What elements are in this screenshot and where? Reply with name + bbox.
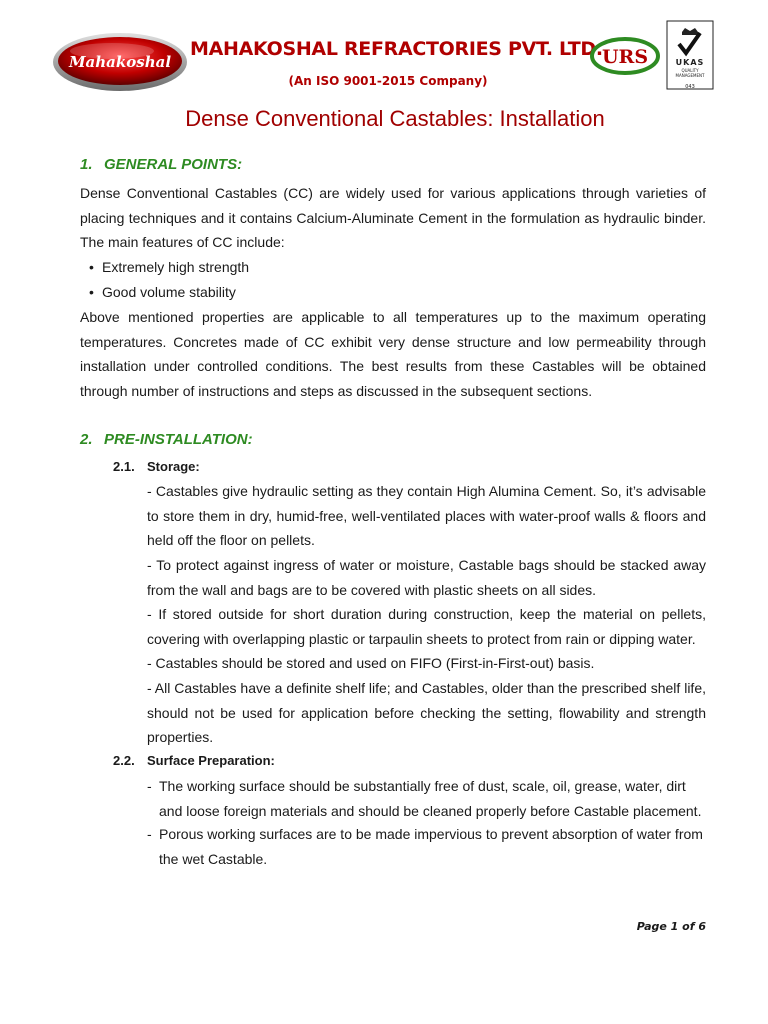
urs-text: URS <box>601 46 649 68</box>
bullet-dot-icon: • <box>89 259 94 275</box>
section-1-heading <box>80 156 242 173</box>
storage-paragraph: - Castables give hydraulic setting as they contain High Alumina Cement. So, it’s advisable to store them in dry, humid-free, well-ventilated places with water-proof walls & floors and held off the floor on pellets. <box>147 483 706 549</box>
storage-paragraph: - If stored outside for short duration during construction, keep the material on pellets, covering with overlapping plastic or tarpaulin sheets to protect from rain or dipping water. <box>147 606 706 647</box>
page-number: Page 1 of 6 <box>636 920 706 933</box>
ukas-sub2: MANAGEMENT <box>675 73 705 78</box>
storage-paragraph: - To protect against ingress of water or moisture, Castable bags should be stacked away from the wall and bags are to be covered with plastic sheets on all sides. <box>147 557 706 598</box>
ukas-code: 043 <box>685 84 695 90</box>
feature-bullet <box>89 259 249 275</box>
ukas-sub1: QUALITY <box>681 68 699 73</box>
section-1-title: GENERAL POINTS: <box>104 156 243 173</box>
feature-bullet-text: Extremely high strength <box>102 259 250 275</box>
document-title: Dense Conventional Castables: Installation <box>185 106 605 131</box>
feature-bullet <box>89 284 236 300</box>
section-2-number: 2. <box>80 431 93 448</box>
section-1-intro: Dense Conventional Castables (CC) are widely used for various applications through varieties of placing techniques and it contains Calcium-Aluminate Cement in the formulation as hydraulic binder. The main features of CC include: <box>80 185 706 251</box>
surface-item-text: Porous working surfaces are to be made impervious to prevent absorption of water from the wet Castable. <box>159 826 703 867</box>
ukas-name: UKAS <box>675 58 705 67</box>
mahakoshal-logo <box>52 27 188 93</box>
section-2-title: PRE-INSTALLATION: <box>104 431 253 448</box>
logo-text: Mahakoshal <box>68 53 172 71</box>
urs-certification-logo <box>590 36 660 76</box>
feature-bullet-text: Good volume stability <box>102 284 236 300</box>
surface-item-text: The working surface should be substantially free of dust, scale, oil, grease, water, dirt and loose foreign materials and should be cleaned properly before Castable placement. <box>159 778 702 819</box>
ukas-badge-icon <box>666 20 714 92</box>
subsection-number: 2.2. <box>113 753 135 768</box>
subsection-storage-heading <box>113 459 200 474</box>
storage-paragraph: - Castables should be stored and used on FIFO (First-in-First-out) basis. <box>147 655 595 671</box>
section-2-heading <box>80 431 253 448</box>
subsection-surface-heading <box>113 753 275 768</box>
subsection-number: 2.1. <box>113 459 135 474</box>
bullet-dot-icon: • <box>89 284 94 300</box>
surface-item <box>147 822 706 871</box>
subsection-title: Surface Preparation: <box>147 753 275 768</box>
section-1-number: 1. <box>80 156 93 173</box>
iso-line: (An ISO 9001-2015 Company) <box>288 74 488 88</box>
dash-icon: - <box>147 778 152 794</box>
storage-paragraph: - All Castables have a definite shelf life; and Castables, older than the prescribed shelf life, should not be used for application before checking the setting, flowability and strength properties. <box>147 680 706 746</box>
section-1-body: Above mentioned properties are applicable to all temperatures up to the maximum operating temperatures. Concretes made of CC exhibit very dense structure and low permeability through installation under controlled conditions. The best results from these Castables will be obtained through number of instructions and steps as discussed in the subsequent sections. <box>80 309 706 399</box>
subsection-title: Storage: <box>147 459 200 474</box>
ukas-certification-logo <box>666 20 714 92</box>
dash-icon: - <box>147 826 152 842</box>
surface-item <box>147 774 706 823</box>
company-name: MAHAKOSHAL REFRACTORIES PVT. LTD. <box>190 38 603 60</box>
